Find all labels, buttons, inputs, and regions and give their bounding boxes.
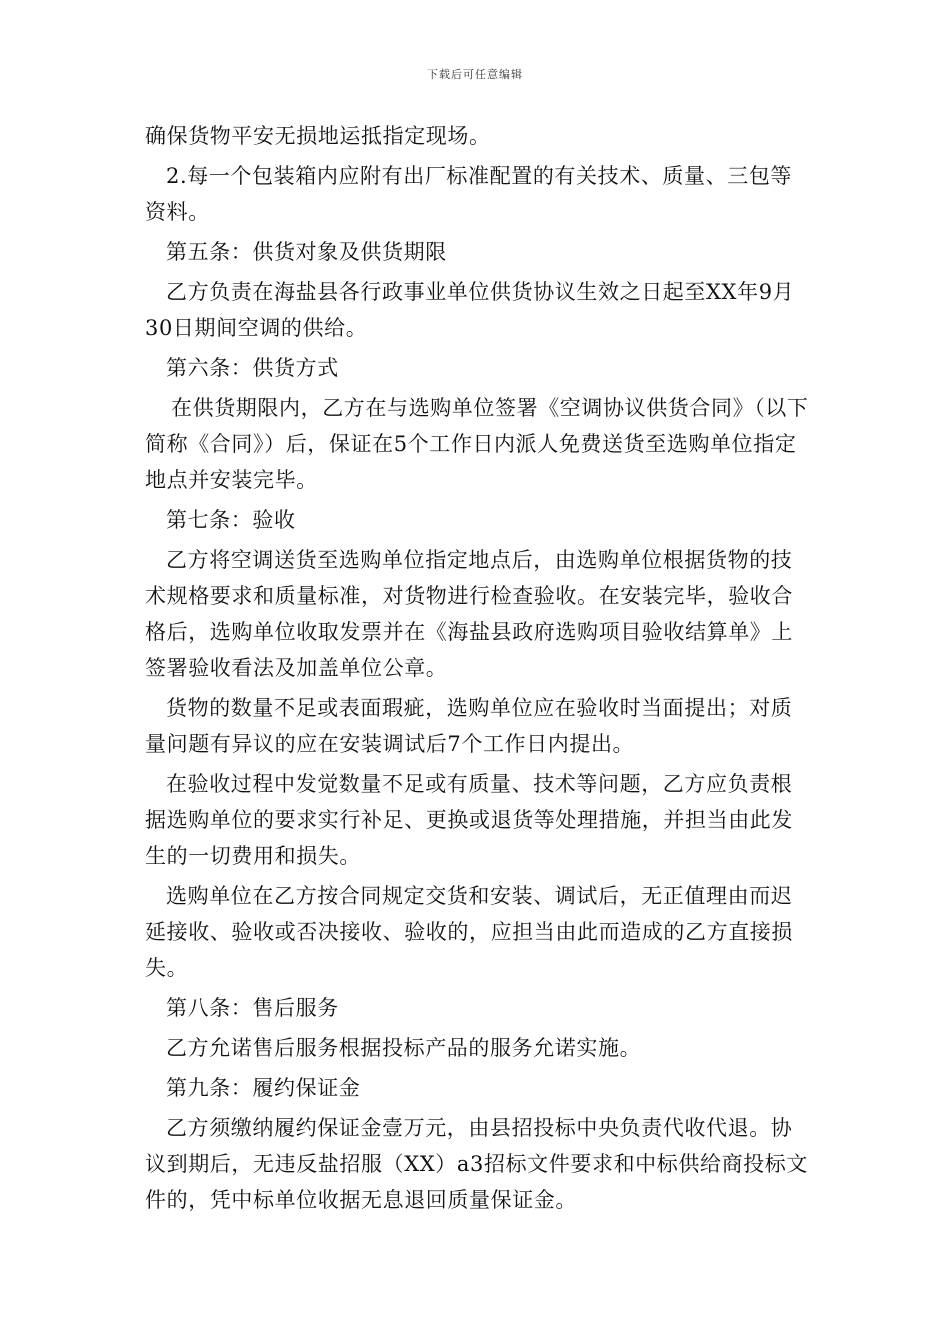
paragraph-supply-method: 在供货期限内，乙方在与选购单位签署《空调协议供货合同》（以下简称《合同》）后，保证在5个工作日内派人免费送货至选购单位指定地点并安装完毕。 [145, 396, 809, 492]
paragraph-delivery-safety: 确保货物平安无损地运抵指定现场。 [145, 124, 491, 148]
page-header: 下载后可任意编辑 [427, 68, 523, 81]
clause-6-heading: 第六条：供货方式 [166, 356, 339, 380]
paragraph-after-sales: 乙方允诺售后服务根据投标产品的服务允诺实施。 [166, 1036, 642, 1060]
paragraph-performance-bond: 乙方须缴纳履约保证金壹万元，由县招投标中央负责代收代退。协议到期后，无违反盐招服（XX）a3招标文件要求和中标供给商投标文件的，凭中标单位收据无息退回质量保证金。 [145, 1116, 808, 1212]
document-body [145, 118, 810, 1218]
clause-7-heading: 第七条：验收 [166, 508, 296, 532]
paragraph-delayed-acceptance: 选购单位在乙方按合同规定交货和安装、调试后，无正值理由而迟延接收、验收或否决接收、验收的，应担当由此而造成的乙方直接损失。 [145, 884, 793, 980]
paragraph-acceptance: 乙方将空调送货至选购单位指定地点后，由选购单位根据货物的技术规格要求和质量标准，对货物进行检查验收。在安装完毕，验收合格后，选购单位收取发票并在《海盐县政府选购项目验收结算单》上签署验收看法及加盖单位公章。 [145, 548, 793, 680]
paragraph-quantity-defects: 货物的数量不足或表面瑕疵，选购单位应在验收时当面提出；对质量问题有异议的应在安装调试后7个工作日内提出。 [145, 696, 793, 756]
clause-8-heading: 第八条：售后服务 [166, 996, 339, 1020]
paragraph-packing-docs: 2.每一个包装箱内应附有出厂标准配置的有关技术、质量、三包等资料。 [145, 164, 793, 224]
paragraph-acceptance-problems: 在验收过程中发觉数量不足或有质量、技术等问题，乙方应负责根据选购单位的要求实行补足、更换或退货等处理措施，并担当由此发生的一切费用和损失。 [145, 772, 793, 868]
clause-9-heading: 第九条：履约保证金 [166, 1076, 361, 1100]
paragraph-supply-period: 乙方负责在海盐县各行政事业单位供货协议生效之日起至XX年9月30日期间空调的供给。 [145, 280, 795, 340]
clause-5-heading: 第五条：供货对象及供货期限 [166, 240, 447, 264]
